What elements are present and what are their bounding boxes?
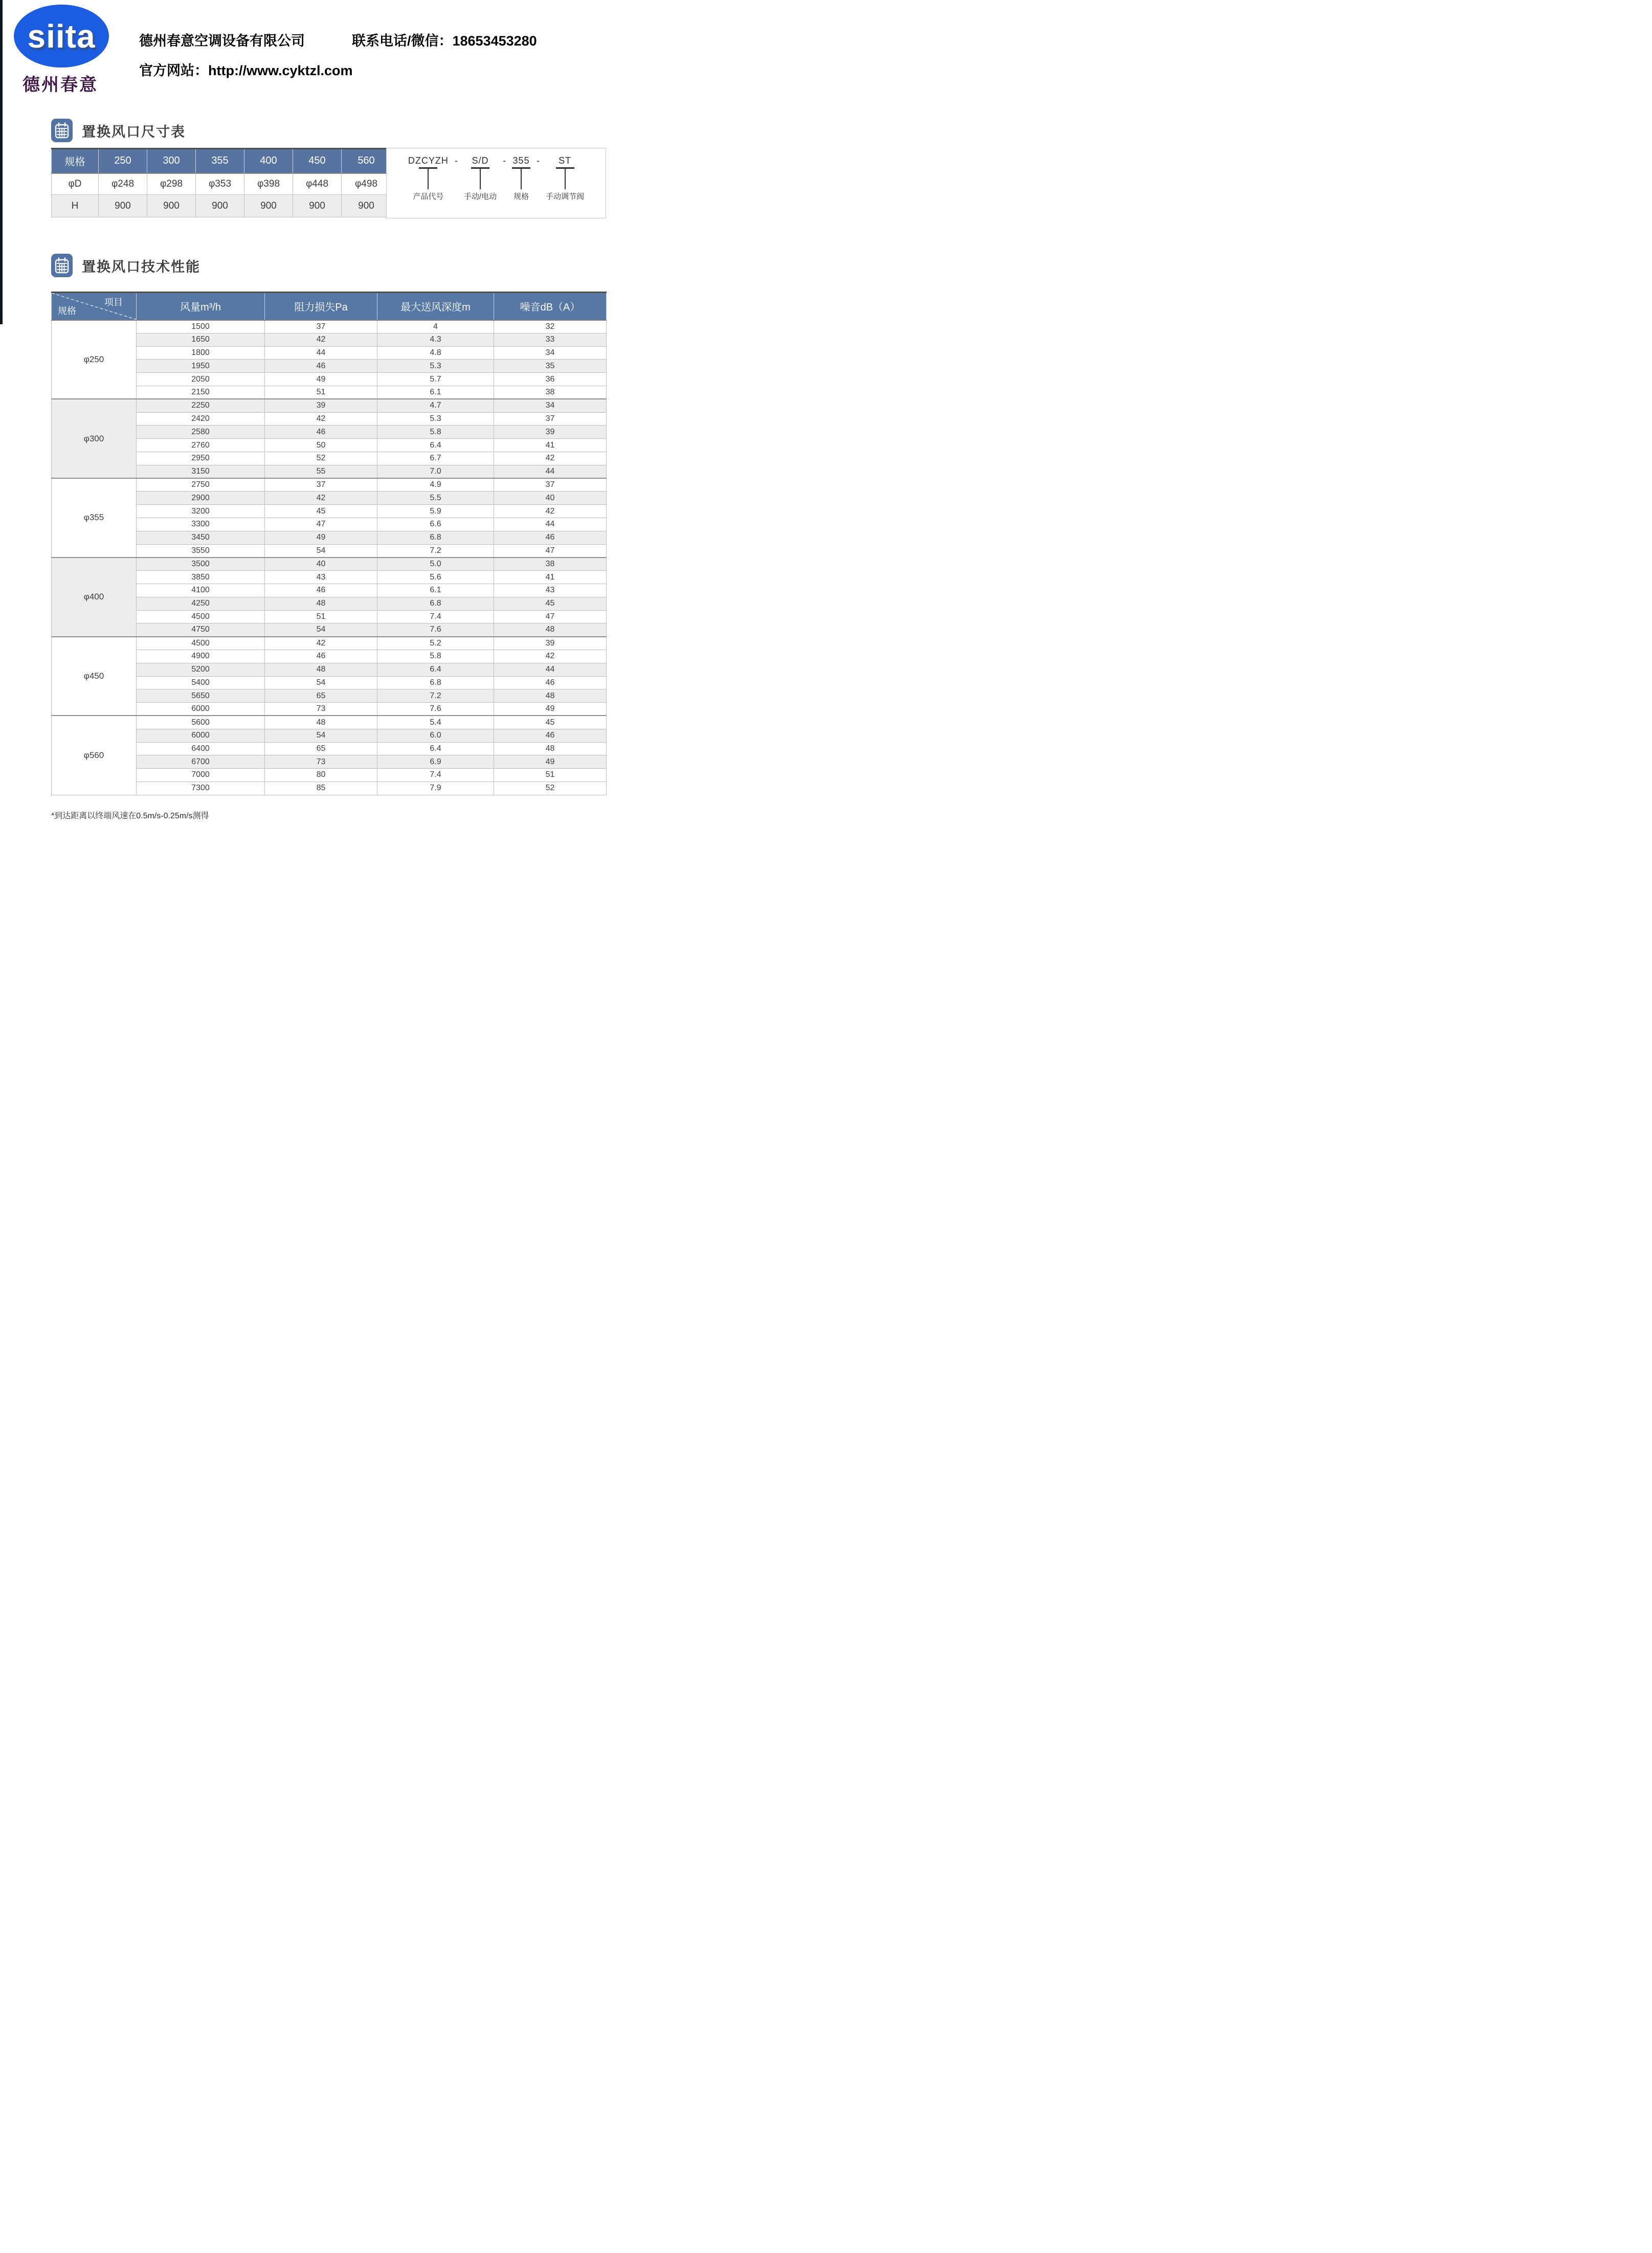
throw-depth-cell: 5.8 [377, 426, 494, 439]
noise-cell: 47 [494, 544, 607, 557]
throw-depth-cell: 6.0 [377, 729, 494, 742]
model-code-segment [464, 155, 497, 202]
throw-depth-cell: 6.8 [377, 597, 494, 610]
model-code-segment [546, 155, 584, 202]
model-code-diagram [386, 148, 606, 218]
noise-cell: 46 [494, 531, 607, 544]
performance-section-title: 置换风口技术性能 [82, 259, 200, 275]
airflow-cell: 2420 [137, 412, 265, 426]
performance-header-row [52, 293, 607, 320]
pressure-loss-cell: 49 [265, 531, 377, 544]
throw-depth-cell: 5.8 [377, 650, 494, 663]
noise-cell: 45 [494, 597, 607, 610]
noise-cell: 42 [494, 505, 607, 518]
airflow-cell: 1650 [137, 333, 265, 346]
throw-depth-cell: 6.1 [377, 584, 494, 597]
noise-cell: 34 [494, 399, 607, 412]
spec-cell: φ450 [52, 637, 137, 716]
airflow-cell: 4250 [137, 597, 265, 610]
noise-cell: 35 [494, 360, 607, 373]
diameter-row [52, 173, 391, 195]
performance-row [52, 557, 607, 571]
pressure-loss-cell: 55 [265, 465, 377, 478]
noise-cell: 40 [494, 492, 607, 505]
airflow-cell: 4500 [137, 610, 265, 623]
pressure-loss-cell: 46 [265, 426, 377, 439]
performance-section-header [51, 254, 200, 277]
noise-cell: 37 [494, 412, 607, 426]
dimension-header-row [52, 149, 391, 173]
spec-column: 450 [293, 149, 342, 173]
height-value: 900 [293, 195, 342, 217]
noise-cell: 39 [494, 426, 607, 439]
noise-cell: 34 [494, 346, 607, 360]
pressure-loss-cell: 47 [265, 518, 377, 531]
throw-depth-cell: 7.6 [377, 703, 494, 716]
pressure-loss-cell: 80 [265, 769, 377, 782]
code-label: 规格 [514, 192, 529, 201]
size-section-title: 置换风口尺寸表 [82, 124, 186, 140]
height-value: 900 [342, 195, 391, 217]
contact-phone: 联系电话/微信：18653453280 [352, 33, 537, 49]
airflow-cell: 4900 [137, 650, 265, 663]
corner-header-cell [52, 293, 137, 320]
throw-depth-cell: 6.4 [377, 742, 494, 755]
noise-cell: 39 [494, 637, 607, 650]
noise-cell: 32 [494, 320, 607, 333]
spec-column: 355 [196, 149, 244, 173]
performance-row [52, 399, 607, 412]
datasheet-page [0, 0, 661, 901]
model-code-segment [408, 155, 449, 202]
spec-column: 400 [244, 149, 293, 173]
performance-table [51, 292, 607, 795]
throw-depth-cell: 6.9 [377, 755, 494, 769]
pressure-loss-cell: 48 [265, 663, 377, 676]
pressure-loss-cell: 42 [265, 492, 377, 505]
throw-depth-cell: 5.7 [377, 373, 494, 386]
throw-depth-cell: 4 [377, 320, 494, 333]
noise-cell: 48 [494, 689, 607, 703]
throw-depth-cell: 4.3 [377, 333, 494, 346]
throw-depth-cell: 5.2 [377, 637, 494, 650]
diameter-value: φ353 [196, 173, 244, 195]
noise-cell: 49 [494, 755, 607, 769]
height-row [52, 195, 391, 217]
column-header-pressure-loss: 阻力损失Pa [265, 293, 377, 320]
airflow-cell: 3300 [137, 518, 265, 531]
spec-cell: φ300 [52, 399, 137, 478]
airflow-cell: 2950 [137, 452, 265, 465]
noise-cell: 51 [494, 769, 607, 782]
noise-cell: 42 [494, 452, 607, 465]
pressure-loss-cell: 46 [265, 360, 377, 373]
spec-cell: φ560 [52, 716, 137, 795]
airflow-cell: 3550 [137, 544, 265, 557]
noise-cell: 48 [494, 623, 607, 637]
throw-depth-cell: 5.0 [377, 557, 494, 571]
leader-stem [480, 169, 481, 189]
size-section-header [51, 119, 186, 142]
noise-cell: 38 [494, 386, 607, 399]
diameter-value: φ398 [244, 173, 293, 195]
throw-depth-cell: 6.4 [377, 439, 494, 452]
noise-cell: 41 [494, 571, 607, 584]
spec-column: 250 [99, 149, 147, 173]
throw-depth-cell: 4.8 [377, 346, 494, 360]
pressure-loss-cell: 44 [265, 346, 377, 360]
noise-cell: 36 [494, 373, 607, 386]
performance-row [52, 478, 607, 492]
airflow-cell: 2750 [137, 478, 265, 492]
pressure-loss-cell: 73 [265, 755, 377, 769]
pressure-loss-cell: 46 [265, 584, 377, 597]
code-text: DZCYZH [408, 155, 449, 166]
height-value: 900 [147, 195, 196, 217]
row-label: φD [52, 173, 99, 195]
airflow-cell: 6000 [137, 703, 265, 716]
code-label: 产品代号 [413, 192, 444, 201]
pressure-loss-cell: 65 [265, 742, 377, 755]
code-separator: - [503, 155, 506, 166]
code-text: S/D [472, 155, 489, 166]
code-separator: - [454, 155, 458, 166]
logo-caption: 德州春意 [23, 75, 98, 95]
airflow-cell: 2150 [137, 386, 265, 399]
throw-depth-cell: 5.3 [377, 412, 494, 426]
performance-table-body [52, 320, 607, 795]
noise-cell: 38 [494, 557, 607, 571]
corner-label-item: 项目 [104, 297, 123, 307]
pressure-loss-cell: 85 [265, 782, 377, 795]
throw-depth-cell: 7.2 [377, 544, 494, 557]
performance-row [52, 637, 607, 650]
spec-cell: φ355 [52, 478, 137, 557]
airflow-cell: 7000 [137, 769, 265, 782]
throw-depth-cell: 7.6 [377, 623, 494, 637]
airflow-cell: 6000 [137, 729, 265, 742]
noise-cell: 42 [494, 650, 607, 663]
noise-cell: 47 [494, 610, 607, 623]
throw-depth-cell: 4.7 [377, 399, 494, 412]
column-header-throw-depth: 最大送风深度m [377, 293, 494, 320]
throw-depth-cell: 4.9 [377, 478, 494, 492]
page-edge-bar [0, 0, 3, 324]
pressure-loss-cell: 42 [265, 412, 377, 426]
noise-cell: 44 [494, 663, 607, 676]
noise-cell: 44 [494, 518, 607, 531]
airflow-cell: 2580 [137, 426, 265, 439]
height-value: 900 [244, 195, 293, 217]
airflow-cell: 5650 [137, 689, 265, 703]
column-header-airflow: 风量m³/h [137, 293, 265, 320]
row-label: H [52, 195, 99, 217]
throw-depth-cell: 6.7 [377, 452, 494, 465]
code-text: ST [559, 155, 572, 166]
leader-stem [521, 169, 522, 189]
airflow-cell: 4100 [137, 584, 265, 597]
diameter-value: φ248 [99, 173, 147, 195]
throw-depth-cell: 7.4 [377, 610, 494, 623]
throw-depth-cell: 5.5 [377, 492, 494, 505]
pressure-loss-cell: 49 [265, 373, 377, 386]
throw-depth-cell: 6.8 [377, 531, 494, 544]
calendar-glyph [55, 122, 69, 139]
airflow-cell: 2760 [137, 439, 265, 452]
model-code-segment [512, 155, 530, 202]
code-text: 355 [512, 155, 530, 166]
model-code-row [387, 148, 606, 202]
pressure-loss-cell: 43 [265, 571, 377, 584]
noise-cell: 33 [494, 333, 607, 346]
airflow-cell: 6700 [137, 755, 265, 769]
throw-depth-cell: 5.9 [377, 505, 494, 518]
airflow-cell: 6400 [137, 742, 265, 755]
noise-cell: 46 [494, 729, 607, 742]
airflow-cell: 4750 [137, 623, 265, 637]
pressure-loss-cell: 50 [265, 439, 377, 452]
pressure-loss-cell: 42 [265, 637, 377, 650]
noise-cell: 45 [494, 716, 607, 729]
throw-depth-cell: 5.4 [377, 716, 494, 729]
airflow-cell: 3200 [137, 505, 265, 518]
airflow-cell: 3450 [137, 531, 265, 544]
footnote: *到达距离以终端风速在0.5m/s-0.25m/s测得 [51, 812, 209, 820]
pressure-loss-cell: 65 [265, 689, 377, 703]
pressure-loss-cell: 52 [265, 452, 377, 465]
calendar-icon [51, 254, 73, 277]
performance-row [52, 320, 607, 333]
pressure-loss-cell: 54 [265, 729, 377, 742]
corner-label-spec: 规格 [58, 305, 76, 316]
airflow-cell: 1950 [137, 360, 265, 373]
throw-depth-cell: 5.6 [377, 571, 494, 584]
airflow-cell: 1500 [137, 320, 265, 333]
spec-header-cell: 规格 [52, 149, 99, 173]
spec-column: 300 [147, 149, 196, 173]
throw-depth-cell: 5.3 [377, 360, 494, 373]
throw-depth-cell: 7.0 [377, 465, 494, 478]
diameter-value: φ298 [147, 173, 196, 195]
pressure-loss-cell: 39 [265, 399, 377, 412]
pressure-loss-cell: 46 [265, 650, 377, 663]
airflow-cell: 3150 [137, 465, 265, 478]
noise-cell: 48 [494, 742, 607, 755]
pressure-loss-cell: 40 [265, 557, 377, 571]
pressure-loss-cell: 37 [265, 320, 377, 333]
airflow-cell: 2050 [137, 373, 265, 386]
airflow-cell: 3850 [137, 571, 265, 584]
company-logo [14, 5, 109, 68]
throw-depth-cell: 6.1 [377, 386, 494, 399]
noise-cell: 52 [494, 782, 607, 795]
airflow-cell: 5400 [137, 676, 265, 689]
throw-depth-cell: 7.4 [377, 769, 494, 782]
calendar-glyph [55, 257, 69, 274]
airflow-cell: 5200 [137, 663, 265, 676]
throw-depth-cell: 7.9 [377, 782, 494, 795]
code-separator: - [537, 155, 540, 166]
website-url: 官方网站：http://www.cyktzl.com [139, 63, 353, 78]
noise-cell: 43 [494, 584, 607, 597]
pressure-loss-cell: 37 [265, 478, 377, 492]
pressure-loss-cell: 51 [265, 386, 377, 399]
airflow-cell: 2250 [137, 399, 265, 412]
leader-stem [565, 169, 566, 189]
pressure-loss-cell: 54 [265, 544, 377, 557]
airflow-cell: 5600 [137, 716, 265, 729]
pressure-loss-cell: 48 [265, 597, 377, 610]
noise-cell: 46 [494, 676, 607, 689]
spec-column: 560 [342, 149, 391, 173]
leader-stem [428, 169, 429, 189]
pressure-loss-cell: 54 [265, 623, 377, 637]
diameter-value: φ448 [293, 173, 342, 195]
throw-depth-cell: 6.8 [377, 676, 494, 689]
noise-cell: 44 [494, 465, 607, 478]
pressure-loss-cell: 45 [265, 505, 377, 518]
code-label: 手动调节阀 [546, 192, 585, 201]
pressure-loss-cell: 48 [265, 716, 377, 729]
airflow-cell: 3500 [137, 557, 265, 571]
spec-cell: φ250 [52, 320, 137, 399]
airflow-cell: 4500 [137, 637, 265, 650]
height-value: 900 [99, 195, 147, 217]
pressure-loss-cell: 54 [265, 676, 377, 689]
pressure-loss-cell: 42 [265, 333, 377, 346]
throw-depth-cell: 7.2 [377, 689, 494, 703]
performance-row [52, 716, 607, 729]
height-value: 900 [196, 195, 244, 217]
logo-wordmark: siita [27, 17, 96, 55]
pressure-loss-cell: 51 [265, 610, 377, 623]
noise-cell: 41 [494, 439, 607, 452]
noise-cell: 49 [494, 703, 607, 716]
column-header-noise: 噪音dB（A） [494, 293, 607, 320]
spec-cell: φ400 [52, 557, 137, 637]
diameter-value: φ498 [342, 173, 391, 195]
throw-depth-cell: 6.4 [377, 663, 494, 676]
pressure-loss-cell: 73 [265, 703, 377, 716]
throw-depth-cell: 6.6 [377, 518, 494, 531]
code-label: 手动/电动 [463, 192, 497, 201]
company-name: 德州春意空调设备有限公司 [139, 33, 305, 49]
airflow-cell: 1800 [137, 346, 265, 360]
dimension-table [51, 148, 391, 217]
calendar-icon [51, 119, 73, 142]
airflow-cell: 7300 [137, 782, 265, 795]
airflow-cell: 2900 [137, 492, 265, 505]
noise-cell: 37 [494, 478, 607, 492]
